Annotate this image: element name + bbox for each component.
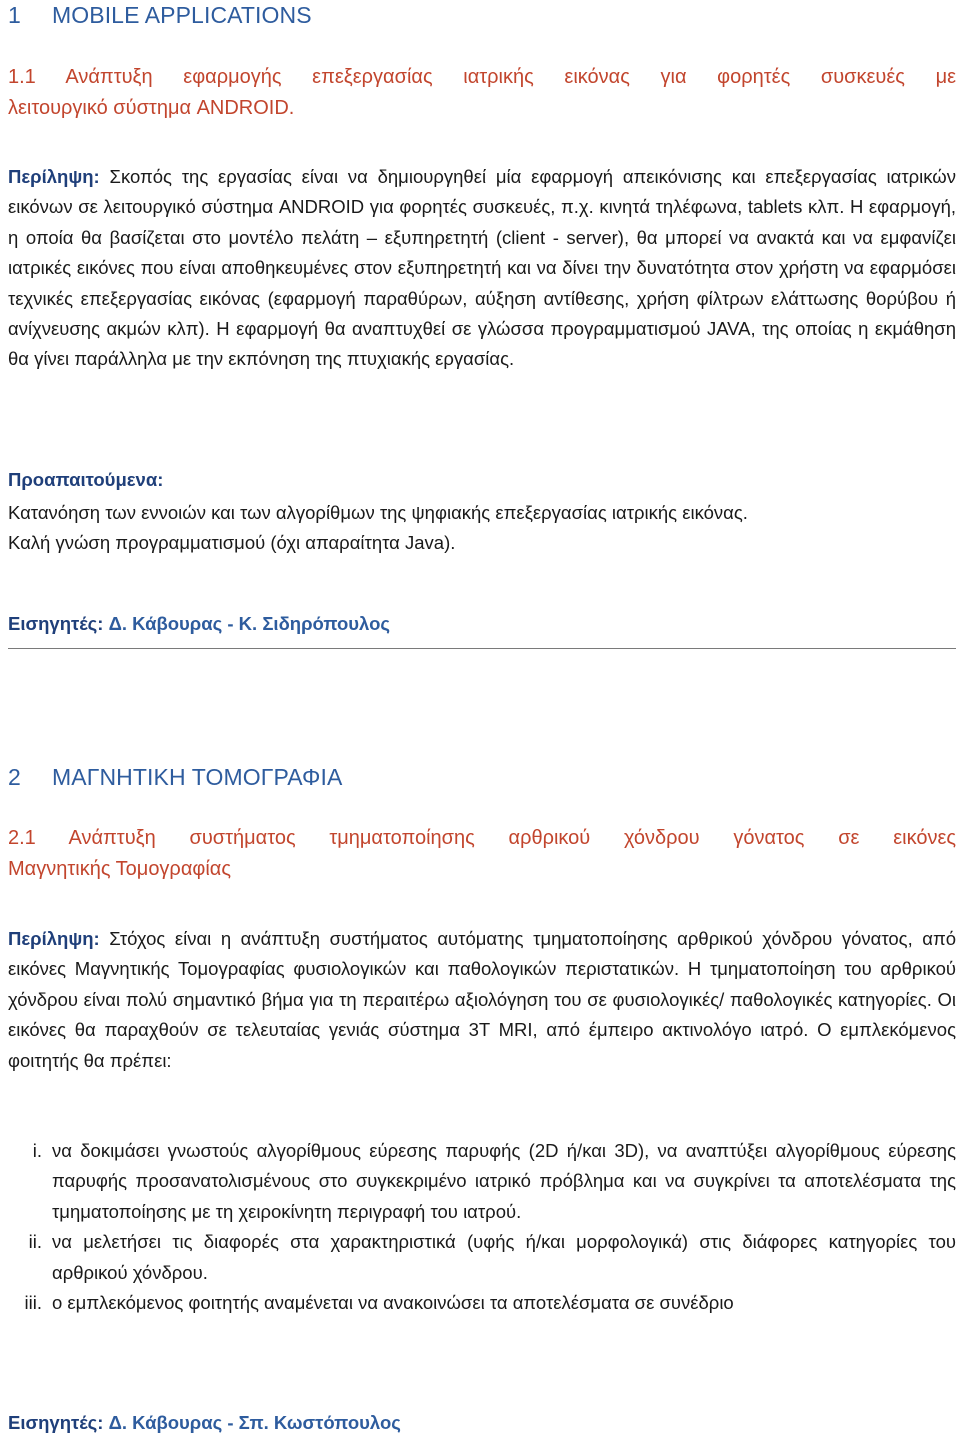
section-1-summary [8, 162, 956, 375]
section-1-supervisors [8, 609, 956, 639]
section-2-summary-text: Στόχος είναι η ανάπτυξη συστήματος αυτόματης τμηματοποίησης αρθρικού χόνδρου γόνατος, από εικόνες Μαγνητικής Τομογραφίας φυσιολογικών και παθολογικών περιστατικών. Η τμηματοποίηση του αρθρικού χόνδρου είναι πολύ σημαντικό βήμα για τη περαιτέρω αξιολόγηση του σε φυσιολογικές/ παθολογικές κατηγορίες. Οι εικόνες θα παραχθούν σε τελευταίας γενιάς σύστημα 3T MRI, από έμπειρο ακτινολόγο ιατρό. Ο εμπλεκόμενος φοιτητής θα πρέπει: [8, 928, 956, 1071]
section-2-summary [8, 924, 956, 1076]
list-item-text: ο εμπλεκόμενος φοιτητής αναμένεται να ανακοινώσει τα αποτελέσματα σε συνέδριο [52, 1292, 734, 1314]
subsection-1-1-heading [8, 62, 956, 124]
section-2-requirements-list [8, 1136, 956, 1318]
section-2-supervisors [8, 1408, 956, 1438]
section-1-summary-label: Περίληψη: [8, 166, 100, 187]
list-item-text: να μελετήσει τις διαφορές στα χαρακτηριστικά (υφής ή/και μορφολογικά) στις διάφορες κατηγορίες του αρθρικού χόνδρου. [52, 1231, 956, 1283]
section-1-supervisors-label: Εισηγητές: [8, 613, 104, 634]
section-2-supervisors-names: Δ. Κάβουρας - Σπ. Κωστόπουλος [108, 1412, 401, 1433]
subsection-1-1-title-line1: Ανάπτυξη εφαρμογής επεξεργασίας ιατρικής εικόνας για φορητές συσκευές με [65, 66, 957, 88]
section-divider [8, 648, 956, 649]
section-2-heading [8, 764, 342, 791]
subsection-2-1-number: 2.1 [8, 827, 36, 849]
subsection-1-1-title-line2: λειτουργικό σύστημα ANDROID. [8, 97, 295, 119]
section-1-summary-text: Σκοπός της εργασίας είναι να δημιουργηθεί μία εφαρμογή απεικόνισης και επεξεργασίας ιατρικών εικόνων σε λειτουργικό σύστημα ANDROID για φορητές συσκευές, π.χ. κινητά τηλέφωνα, tablets κλπ. Η εφαρμογή, η οποία θα βασίζεται στο μοντέλο πελάτη – εξυπηρετητή (client - server), θα μπορεί να ανακτά και να εμφανίζει ιατρικές εικόνες που είναι αποθηκευμένες στον εξυπηρετητή και να δίνει την δυνατότητα στον χρήστη να εφαρμόσει τεχνικές επεξεργασίας εικόνας (εφαρμογή παραθύρων, αύξηση αντίθεσης, χρήση φίλτρων ελάττωσης θορύβου ή ανίχνευσης ακμών κλπ). Η εφαρμογή θα αναπτυχθεί σε γλώσσα προγραμματισμού JAVA, της οποίας η εκμάθηση θα γίνει παράλληλα με την εκπόνηση της πτυχιακής εργασίας. [8, 166, 956, 370]
list-item-marker: i. [32, 1140, 42, 1161]
section-2-title: ΜΑΓΝΗΤΙΚΗ ΤΟΜΟΓΡΑΦΙΑ [52, 764, 343, 790]
section-1-prerequisites-label [8, 465, 956, 495]
section-1-prereq-line1: Κατανόηση των εννοιών και των αλγορίθμων της ψηφιακής επεξεργασίας ιατρικής εικόνας. [8, 502, 748, 523]
section-1-number: 1 [8, 2, 21, 28]
list-item [8, 1136, 956, 1227]
list-item-marker: iii. [24, 1292, 42, 1314]
subsection-2-1-title-line1: Ανάπτυξη συστήματος τμηματοποίησης αρθρικού χόνδρου γόνατος σε εικόνες [68, 827, 956, 849]
subsection-2-1-heading [8, 823, 956, 885]
subsection-2-1-title-line2: Μαγνητικής Τομογραφίας [8, 858, 231, 880]
section-1-title: MOBILE APPLICATIONS [52, 2, 312, 28]
section-2-summary-label: Περίληψη: [8, 928, 100, 949]
list-item-marker: ii. [28, 1231, 42, 1253]
section-1-heading [8, 2, 312, 29]
section-1-supervisors-names: Δ. Κάβουρας - Κ. Σιδηρόπουλος [108, 613, 391, 634]
list-item-text: να δοκιμάσει γνωστούς αλγορίθμους εύρεσης παρυφής (2D ή/και 3D), να αναπτύξει αλγορίθμους εύρεσης παρυφής προσανατολισμένους στο συγκεκριμένο ιατρικό πρόβλημα και να συγκρίνει τα αποτελέσματα της τμηματοποίησης με τη χειροκίνητη περιγραφή του ιατρού. [52, 1140, 956, 1222]
prereq-label-text: Προαπαιτούμενα: [8, 469, 164, 490]
list-item [8, 1288, 956, 1318]
section-2-number: 2 [8, 764, 21, 790]
list-item [8, 1227, 956, 1288]
section-1-prereq-line2: Καλή γνώση προγραμματισμού (όχι απαραίτητα Java). [8, 532, 456, 553]
section-2-supervisors-label: Εισηγητές: [8, 1412, 104, 1433]
subsection-1-1-number: 1.1 [8, 66, 36, 88]
